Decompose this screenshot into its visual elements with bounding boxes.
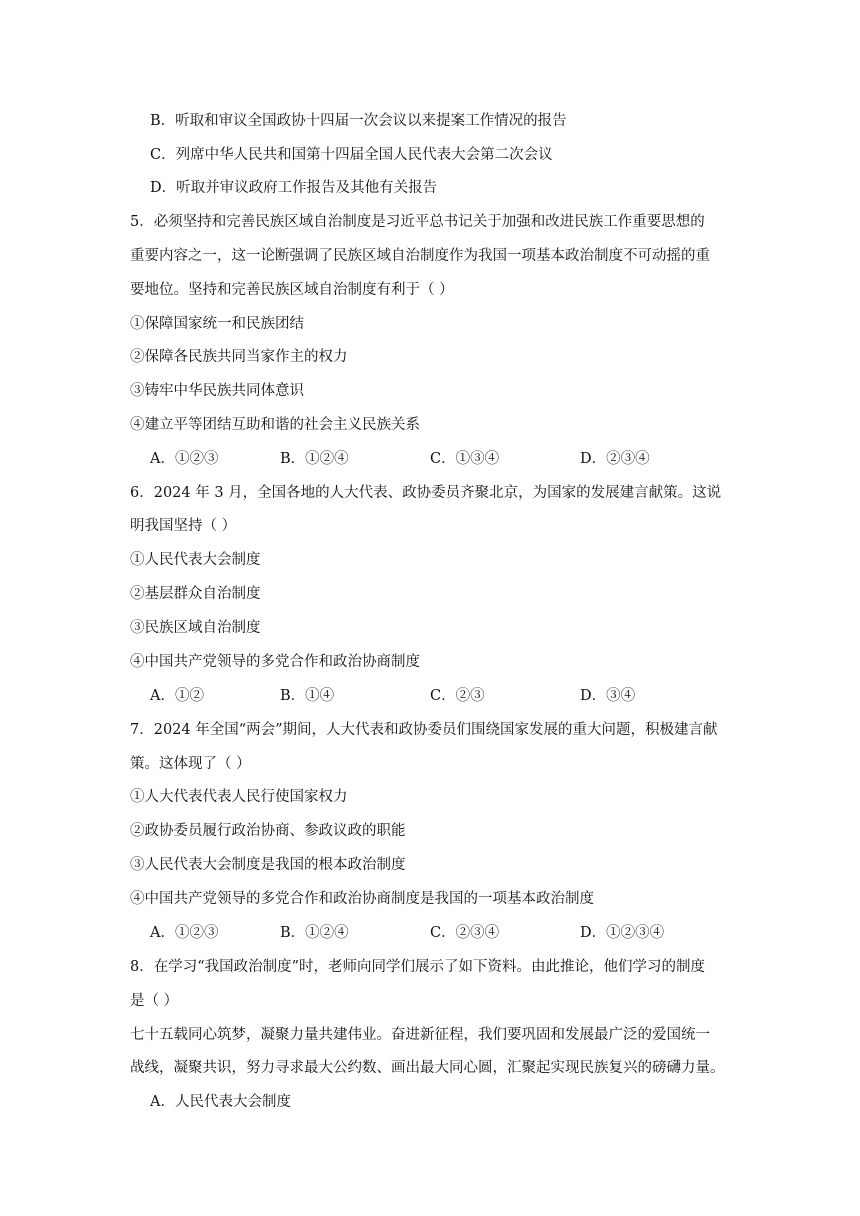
q5-item-3: ③铸牢中华民族共同体意识: [130, 383, 304, 399]
q5-stem-line-3: 要地位。坚持和完善民族区域自治制度有利于（ ）: [130, 282, 454, 298]
q6-item-3: ③民族区域自治制度: [130, 620, 261, 636]
q5-option-d: D．②③④: [580, 451, 650, 467]
q4-option-b: B．听取和审议全国政协十四届一次会议以来提案工作情况的报告: [150, 113, 567, 129]
q6-option-a: A．①②: [150, 688, 204, 704]
q7-option-c: C．②③④: [430, 925, 500, 941]
q8-option-a: A．人民代表大会制度: [150, 1094, 291, 1110]
q7-stem-line-2: 策。这体现了（ ）: [130, 756, 251, 772]
q5-option-a: A．①②③: [150, 451, 219, 467]
q7-option-a: A．①②③: [150, 925, 219, 941]
q7-option-d: D．①②③④: [580, 925, 665, 941]
q5-item-1: ①保障国家统一和民族团结: [130, 316, 304, 332]
q6-option-b: B．①④: [280, 688, 335, 704]
q7-stem-line-1: 7．2024 年全国“两会”期间，人大代表和政协委员们围绕国家发展的重大问题，积极建言献: [130, 722, 718, 738]
q4-option-d: D．听取并审议政府工作报告及其他有关报告: [150, 180, 438, 196]
q7-item-4: ④中国共产党领导的多党合作和政治协商制度是我国的一项基本政治制度: [130, 891, 594, 907]
q6-item-1: ①人民代表大会制度: [130, 552, 261, 568]
q6-stem-line-2: 明我国坚持（ ）: [130, 518, 237, 534]
q5-option-b: B．①②④: [280, 451, 349, 467]
q8-stem-line-2: 是（ ）: [130, 993, 179, 1009]
q5-stem-line-2: 重要内容之一，这一论断强调了民族区域自治制度作为我国一项基本政治制度不可动摇的重: [130, 248, 710, 264]
q5-item-2: ②保障各民族共同当家作主的权力: [130, 349, 348, 365]
q6-item-4: ④中国共产党领导的多党合作和政治协商制度: [130, 654, 420, 670]
q7-item-1: ①人大代表代表人民行使国家权力: [130, 789, 348, 805]
q6-option-d: D．③④: [580, 688, 636, 704]
q7-item-2: ②政协委员履行政治协商、参政议政的职能: [130, 823, 406, 839]
q7-item-3: ③人民代表大会制度是我国的根本政治制度: [130, 857, 406, 873]
q4-option-c: C．列席中华人民共和国第十四届全国人民代表大会第二次会议: [150, 147, 553, 163]
q7-option-b: B．①②④: [280, 925, 349, 941]
q5-option-c: C．①③④: [430, 451, 500, 467]
q6-option-c: C．②③: [430, 688, 485, 704]
q5-stem-line-1: 5．必须坚持和完善民族区域自治制度是习近平总书记关于加强和改进民族工作重要思想的: [130, 214, 705, 230]
q8-stem-line-1: 8．在学习“我国政治制度”时，老师向同学们展示了如下资料。由此推论，他们学习的制度: [130, 959, 706, 975]
q8-material-line-1: 七十五载同心筑梦，凝聚力量共建伟业。奋进新征程，我们要巩固和发展最广泛的爱国统一: [130, 1027, 710, 1043]
q5-item-4: ④建立平等团结互助和谐的社会主义民族关系: [130, 417, 420, 433]
q6-item-2: ②基层群众自治制度: [130, 586, 261, 602]
q6-stem-line-1: 6．2024 年 3 月，全国各地的人大代表、政协委员齐聚北京，为国家的发展建言献策。这说: [130, 485, 722, 501]
q8-material-line-2: 战线，凝聚共识，努力寻求最大公约数、画出最大同心圆，汇聚起实现民族复兴的磅礴力量。: [130, 1060, 725, 1076]
